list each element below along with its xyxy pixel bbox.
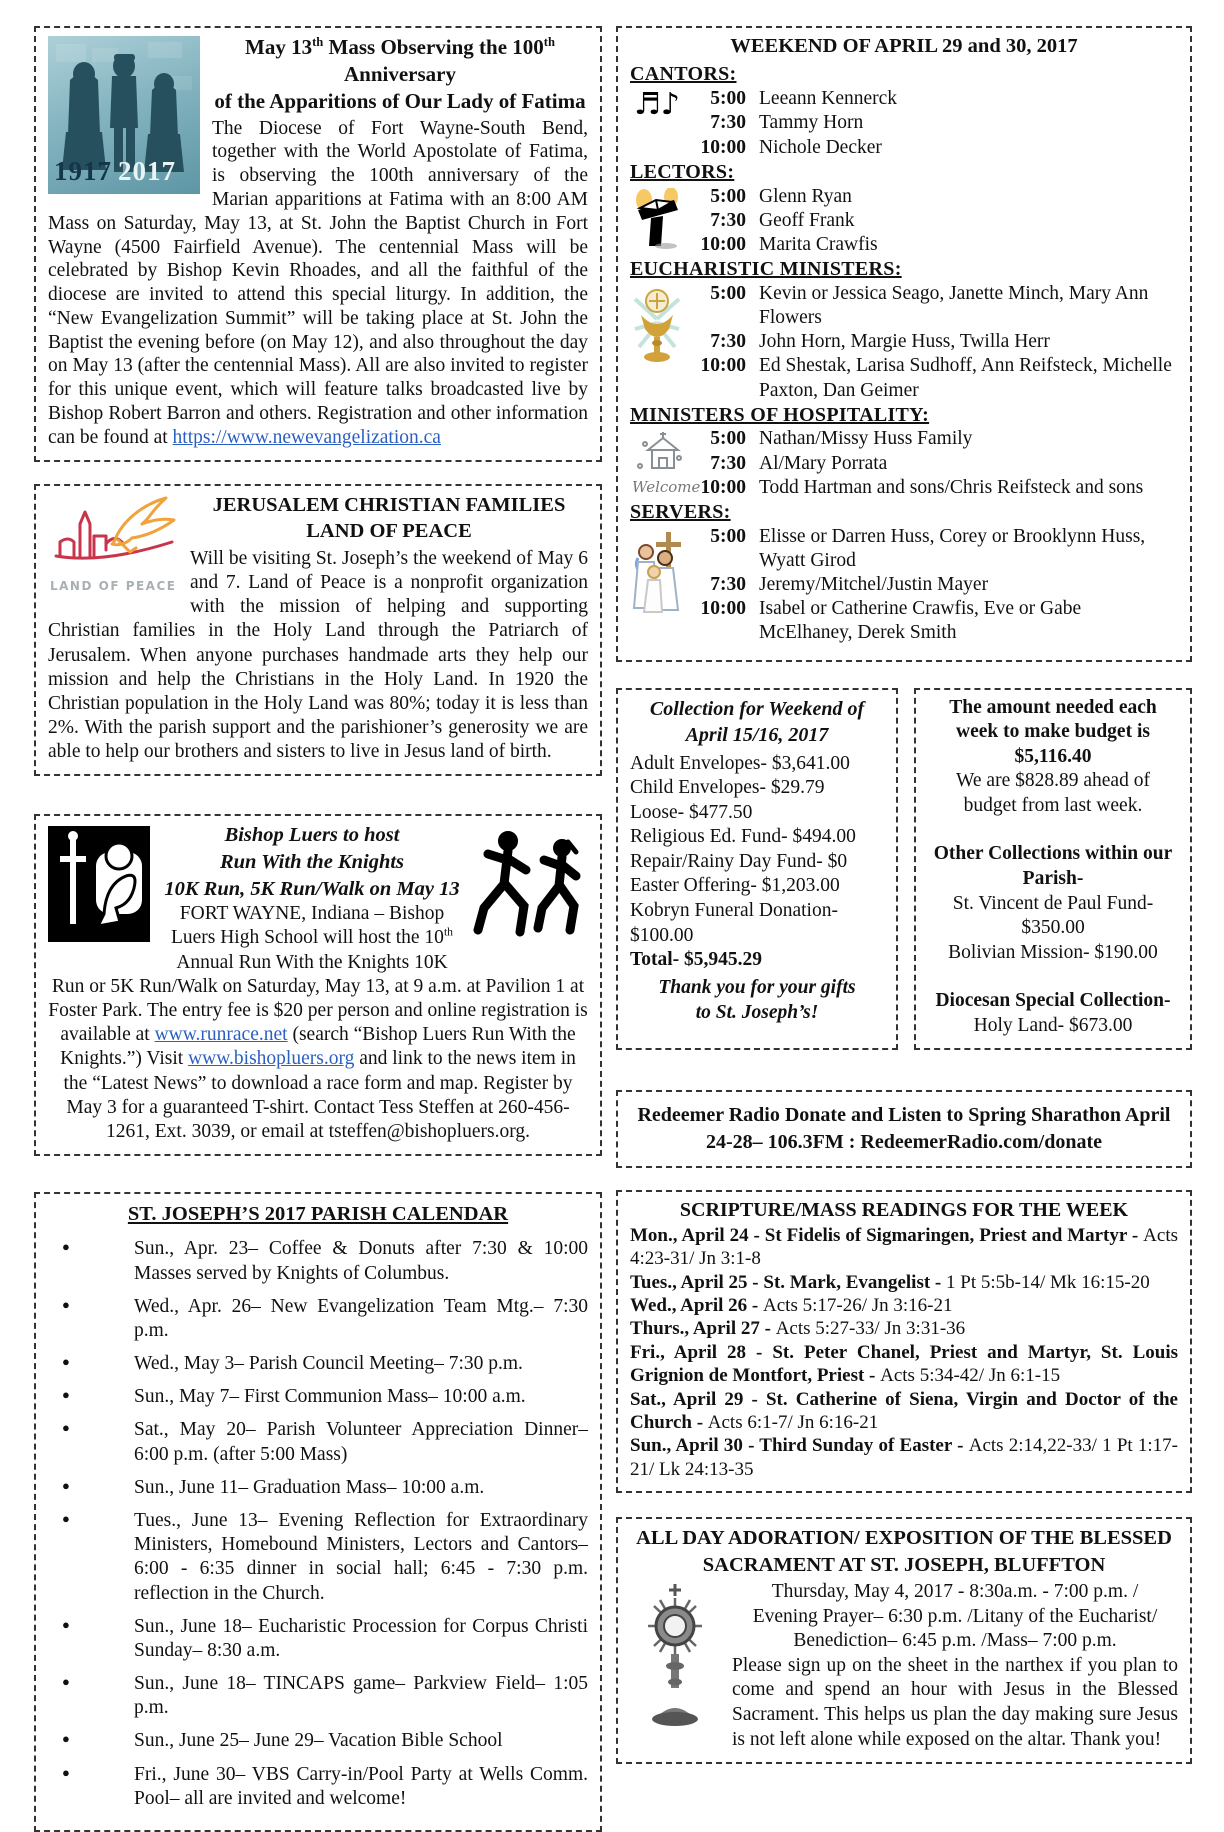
collection-line: Religious Ed. Fund- $494.00 — [630, 826, 856, 848]
right-column — [616, 26, 1192, 1832]
collection-line: Adult Envelopes- $3,641.00 — [630, 752, 850, 774]
collection-line: Child Envelopes- $29.79 — [630, 777, 825, 799]
ministry-entry: 5:00 Nathan/Missy Huss Family — [710, 428, 973, 450]
bishopluers-link[interactable]: www.bishopluers.org — [188, 1048, 355, 1070]
budget-needed: The amount needed each week to make budget is $5,116.40 — [949, 696, 1157, 767]
collections-row — [616, 688, 1192, 1051]
calendar-item: ● Wed., Apr. 26– New Evangelization Team Mtg.– 7:30 p.m. — [48, 1295, 588, 1343]
calendar-item: ● Sun., May 7– First Communion Mass– 10:00 a.m. — [48, 1385, 588, 1409]
ministry-entry: 7:30 Jeremy/Mitchel/Justin Mayer — [710, 574, 989, 596]
adoration-schedule: Thursday, May 4, 2017 - 8:30a.m. - 7:00 p.m. / Evening Prayer– 6:30 p.m. /Litany of the Eucharist/ Benediction– 6:45 p.m. /Mass– 7:00 p.m. — [752, 1581, 1158, 1652]
runrace-link[interactable]: www.runrace.net — [154, 1024, 288, 1046]
altar-servers-icon — [632, 528, 682, 621]
servers-section: SERVERS: 5:00 Elisse or Darren Huss, Corey or Brooklynn Huss, Wyatt Girod 7:30 Jeremy/Mitchel/Justin Mayer 10:00 Isabel or Catherine Crawfis, Eve or Gabe McElhaney, Derek Smith — [630, 500, 1178, 646]
run-title: Bishop Luers to host Run With the Knights 10K Run, 5K Run/Walk on May 13 — [164, 824, 460, 900]
calendar-item: ● Sun., June 18– TINCAPS game– Parkview Field– 1:05 p.m. — [48, 1672, 588, 1720]
reading-entry: Thurs., April 27 - Acts 5:27-33/ Jn 3:31-36 — [630, 1318, 966, 1340]
year-1917: 1917 — [54, 156, 112, 187]
runners-silhouette-icon — [470, 826, 588, 949]
land-of-peace-title: JERUSALEM CHRISTIAN FAMILIES LAND OF PEACE — [212, 493, 566, 543]
monstrance-icon — [636, 1582, 714, 1740]
diocesan-collection-title: Diocesan Special Collection- — [935, 990, 1171, 1012]
parish-calendar-box — [34, 1192, 602, 1832]
ministry-entry: 7:30 Geoff Frank — [710, 209, 855, 231]
scripture-readings-box — [616, 1190, 1192, 1493]
calendar-item: ● Sun., June 18– Eucharistic Procession for Corpus Christi Sunday– 8:30 a.m. — [48, 1615, 588, 1663]
reading-entry: Fri., April 28 - St. Peter Chanel, Priest and Martyr, St. Louis Grignion de Montfort, Priest - Acts 5:34-42/ Jn 6:1-15 — [630, 1341, 1178, 1387]
land-of-peace-caption: LAND OF PEACE — [50, 578, 177, 593]
fatima-announcement-box — [34, 26, 602, 462]
calendar-item: ● Sun., Apr. 23– Coffee & Donuts after 7:30 & 10:00 Masses served by Knights of Columbus. — [48, 1237, 588, 1285]
calendar-list — [48, 1237, 588, 1810]
ministry-entry: 7:30 Al/Mary Porrata — [710, 452, 888, 474]
fatima-body: The Diocese of Fort Wayne-South Bend, together with the World Apostolate of Fatima, is observing the 100th anniversary of the Marian apparitions at Fatima with an 8:00 AM Mass on Saturday, May 13, at St. John the Baptist Church in Fort Wayne (4500 Fairfield Avenue). The centennial Mass will be celebrated by Bishop Kevin Rhoades, and all the faithful of the diocese are invited to attend this special liturgy. In addition, the “New Evangelization Summit” will be taking place at St. John the Baptist the evening before (on May 12), and also throughout the day on May 13 (after the centennial Mass). All are also invited to register for this unique event, which will feature talks broadcasted live by Bishop Robert Barron and others. Registration and other information can be found at https://www.newevangelization.ca — [48, 117, 588, 448]
ministry-entry: 7:30 John Horn, Margie Huss, Twilla Herr — [710, 331, 1050, 353]
calendar-item: ● Sun., June 25– June 29– Vacation Bible School — [48, 1729, 588, 1753]
fatima-title: May 13th Mass Observing the 100th Anniversary of the Apparitions of Our Lady of Fatima — [214, 35, 586, 113]
calendar-item: ● Fri., June 30– VBS Carry-in/Pool Party at Wells Comm. Pool– all are invited and welcome! — [48, 1763, 588, 1811]
ministry-entry: 10:00 Isabel or Catherine Crawfis, Eve or Gabe McElhaney, Derek Smith — [700, 598, 1082, 644]
readings-title: SCRIPTURE/MASS READINGS FOR THE WEEK — [679, 1199, 1129, 1222]
cantors-section: CANTORS: ♬♪ 5:00 Leeann Kennerck 7:30 Tammy Horn 10:00 Nichole Decker — [630, 62, 1178, 159]
redeemer-radio-text: Redeemer Radio Donate and Listen to Spring Sharathon April 24-28– 106.3FM : RedeemerRadio.com/donate — [637, 1104, 1171, 1154]
ministry-entry: 10:00 Marita Crawfis — [700, 233, 878, 255]
welcome-church-icon — [632, 430, 701, 496]
collection-total: Total- $5,945.29 — [630, 949, 762, 971]
collection-line: Easter Offering- $1,203.00 — [630, 875, 840, 897]
kneeling-knight-icon — [48, 826, 150, 949]
run-with-knights-box — [34, 814, 602, 1156]
run-body: FORT WAYNE, Indiana – Bishop Luers High School will host the 10th Annual Run With the Knights 10K Run or 5K Run/Walk on Saturday, May 13, at 9 a.m. at Pavilion 1 at Foster Park. The entry fee is $20 per person and online registration is available at www.runrace.net (search “Bishop Luers Run With the Knights.”) Visit www.bishopluers.org and link to the news item in the “Latest News” to download a race form and map. Register by May 3 for a guaranteed T-shirt. Contact Tess Steffen at 260-456-1261, Ext. 3039, or email at tsteffen@bishopluers.org. — [48, 903, 588, 1142]
ministry-entry: 10:00 Todd Hartman and sons/Chris Reifsteck and sons — [700, 476, 1144, 498]
calendar-item: ● Sun., June 11– Graduation Mass– 10:00 a.m. — [48, 1476, 588, 1500]
collection-title: Collection for Weekend of April 15/16, 2017 — [649, 697, 865, 746]
ministry-entry: 5:00 Elisse or Darren Huss, Corey or Brooklynn Huss, Wyatt Girod — [710, 525, 1146, 571]
left-column — [34, 26, 602, 1832]
other-collection-line: St. Vincent de Paul Fund- $350.00 — [952, 892, 1154, 939]
other-collection-line: Bolivian Mission- $190.00 — [948, 941, 1158, 963]
redeemer-radio-box — [616, 1090, 1192, 1168]
reading-entry: Tues., April 25 - St. Mark, Evangelist - 1 Pt 5:5b-14/ Mk 16:15-20 — [630, 1271, 1150, 1293]
reading-entry: Sat., April 29 - St. Catherine of Siena, Virgin and Doctor of the Church - Acts 6:1-7/ Jn 6:16-21 — [630, 1388, 1178, 1433]
ministry-entry: 5:00 Glenn Ryan — [710, 185, 852, 207]
budget-status: We are $828.89 ahead of budget from last week. — [956, 770, 1150, 816]
adoration-title: ALL DAY ADORATION/ EXPOSITION OF THE BLESSED SACRAMENT AT ST. JOSEPH, BLUFFTON — [636, 1526, 1172, 1576]
land-of-peace-logo — [48, 494, 180, 596]
ministry-entry: 10:00 Ed Shestak, Larisa Sudhoff, Ann Reifsteck, Michelle Paxton, Dan Geimer — [700, 355, 1172, 401]
adoration-body: Please sign up on the sheet in the narthex if you plan to come and spend an hour with Jesus in the Blessed Sacrament. This helps us plan the day making sure Jesus is not left alone while exposed on the altar. Thank you! — [732, 1654, 1178, 1750]
hospitality-section: MINISTERS OF HOSPITALITY: Welcome 5:00 Nathan/Missy Huss Family 7:30 Al/Mary Porrata 10:00 Todd Hartman and sons/Chris Reifsteck and sons — [630, 403, 1178, 500]
ministry-entry: 7:30 Tammy Horn — [710, 112, 864, 134]
ministry-entry: 10:00 Nichole Decker — [700, 136, 882, 158]
diocesan-collection-line: Holy Land- $673.00 — [973, 1014, 1133, 1036]
year-2017: 2017 — [118, 156, 176, 187]
collection-line: Loose- $477.50 — [630, 801, 753, 823]
budget-box — [914, 688, 1192, 1051]
welcome-script-text: Welcome — [632, 477, 701, 496]
calendar-item: ● Tues., June 13– Evening Reflection for Extraordinary Ministers, Homebound Ministers, Lectors and Cantors– 6:00 - 6:35 dinner in social hall; 6:45 - 7:30 p.m. reflection in the Church. — [48, 1509, 588, 1606]
other-collections-title: Other Collections within our Parish- — [933, 843, 1173, 890]
collection-line: Repair/Rainy Day Fund- $0 — [630, 850, 848, 872]
weekend-ministry-box — [616, 26, 1192, 662]
ministry-entry: 5:00 Kevin or Jessica Seago, Janette Minch, Mary Ann Flowers — [710, 282, 1149, 328]
fatima-children-photo — [48, 36, 200, 194]
land-of-peace-body: Will be visiting St. Joseph’s the weekend of May 6 and 7. Land of Peace is a nonprofit organization with the mission of helping and supporting Christian families in the Holy Land through the Patriarch of Jerusalem. When anyone purchases handmade arts they help our mission and help the Christians in the Holy Land. In 1920 the Christian population in the Holy Land was 80%; today it is less than 2%. With the parish support and the parishioner’s generosity we are able to help our brothers and sisters to live in Jesus land of birth. — [48, 547, 588, 763]
reading-entry: Wed., April 26 - Acts 5:17-26/ Jn 3:16-21 — [630, 1295, 953, 1317]
lectors-section: LECTORS: 5:00 Glenn Ryan 7:30 Geoff Frank 10:00 Marita Crawfis — [630, 160, 1178, 257]
reading-entry: Mon., April 24 - St Fidelis of Sigmaringen, Priest and Martyr - Acts 4:23-31/ Jn 3:1-8 — [630, 1225, 1178, 1270]
weekend-title: WEEKEND OF APRIL 29 and 30, 2017 — [730, 35, 1078, 57]
chalice-host-icon — [632, 285, 682, 376]
lectern-book-icon — [632, 188, 682, 257]
calendar-title: ST. JOSEPH’S 2017 PARISH CALENDAR — [127, 1203, 509, 1226]
land-of-peace-box — [34, 484, 602, 777]
calendar-item: ● Wed., May 3– Parish Council Meeting– 7:30 p.m. — [48, 1352, 588, 1376]
centennial-years — [54, 155, 176, 188]
collection-thanks: Thank you for your gifts to St. Joseph’s! — [658, 976, 856, 1024]
eucharistic-ministers-section: EUCHARISTIC MINISTERS: 5:00 Kevin or Jessica Seago, Janette Minch, Mary Ann Flowers 7:30 John Horn, Margie Huss, Twilla Herr 10:00 Ed Shestak, Larisa Sudhoff, Ann Reifsteck, Michelle Paxton, Dan Geimer — [630, 257, 1178, 403]
collection-box — [616, 688, 898, 1051]
calendar-item: ● Sat., May 20– Parish Volunteer Appreciation Dinner– 6:00 p.m. (after 5:00 Mass) — [48, 1418, 588, 1466]
ministry-entry: 5:00 Leeann Kennerck — [710, 88, 898, 110]
music-notes-icon: ♬♪ — [633, 87, 681, 123]
collection-line: Kobryn Funeral Donation- $100.00 — [630, 900, 838, 946]
adoration-box — [616, 1517, 1192, 1764]
reading-entry: Sun., April 30 - Third Sunday of Easter - Acts 2:14,22-33/ 1 Pt 1:17-21/ Lk 24:13-35 — [630, 1435, 1178, 1480]
dove-jerusalem-logo — [48, 494, 180, 578]
new-evangelization-link[interactable]: https://www.newevangelization.ca — [172, 426, 441, 448]
